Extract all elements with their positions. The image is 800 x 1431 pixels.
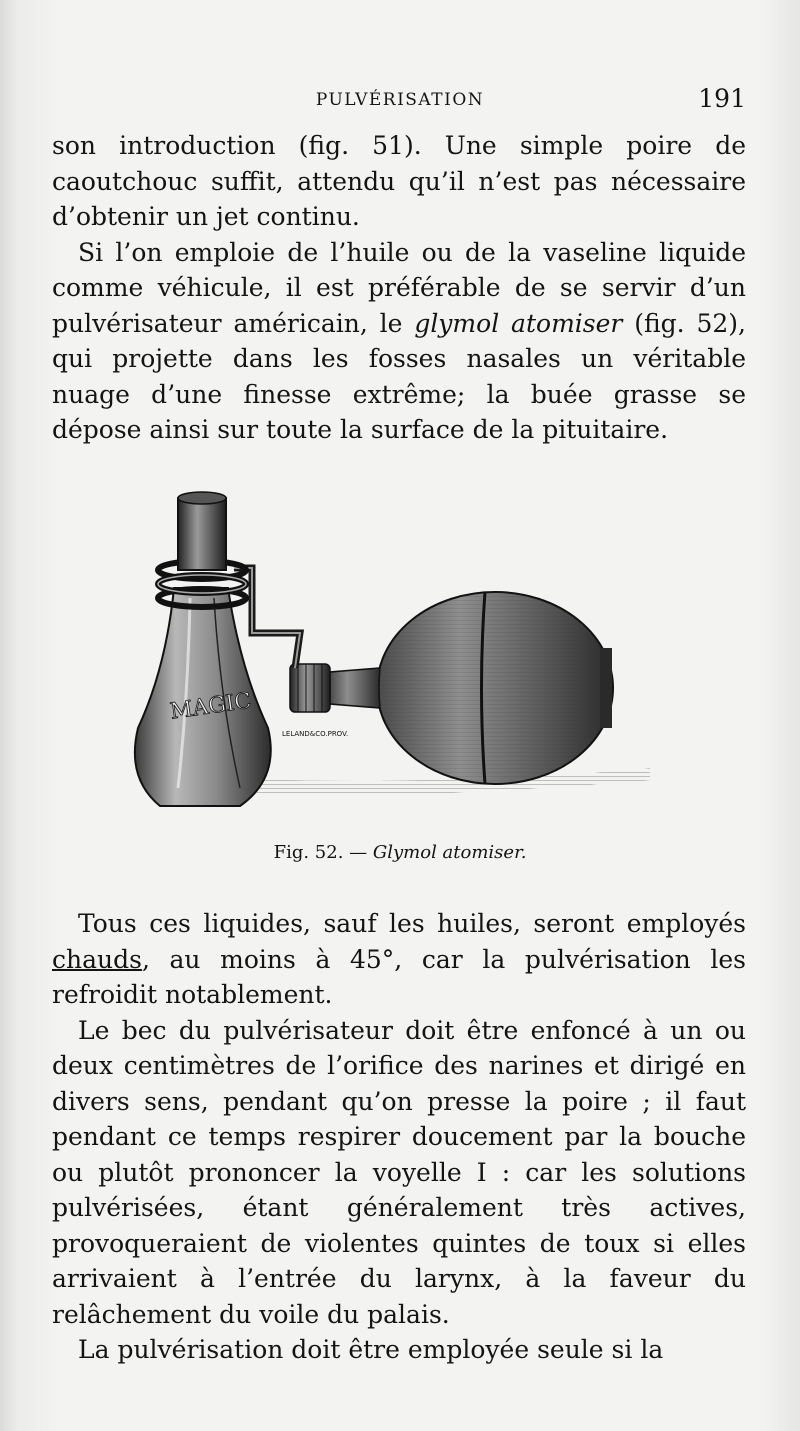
figure-caption	[0, 842, 800, 863]
page-number: 191	[698, 84, 746, 113]
running-head	[50, 84, 750, 114]
paragraph-1: son introduction (fig. 51). Une simple poire de caoutchouc suffit, attendu qu’il n’est pas nécessaire d’obtenir un jet continu.	[52, 131, 746, 231]
text-block-top	[52, 128, 746, 448]
text-block-bottom	[52, 906, 746, 1368]
paragraph-3	[52, 906, 746, 1013]
glymol-atomiser-term: glymol atomiser	[414, 308, 623, 338]
caption-prefix: Fig. 52. —	[273, 842, 373, 863]
paragraph-5: La pulvérisation doit être employée seule si la	[78, 1335, 664, 1364]
paragraph-2-start: Si l’on emploie de l’huile ou de la vaseline liquide comme véhicule, il est préférable de se servir d’un pulvérisateur américain, le	[52, 237, 746, 338]
paragraph-2-end: (fig. 52), qui projette dans les fosses nasales un véritable nuage d’une finesse extrême; la buée grasse se dépose ainsi sur toute la surface de la pituitaire.	[52, 308, 746, 444]
chauds-underlined: chauds	[52, 944, 142, 974]
running-title: PULVÉRISATION	[315, 90, 485, 110]
paragraph-3-start: Tous ces liquides, sauf les huiles, seront employés	[78, 909, 746, 938]
paragraph-3-end: , au moins à 45°, car la pulvérisation les refroidit notablement.	[52, 944, 746, 1009]
paragraph-4: Le bec du pulvérisateur doit être enfoncé à un ou deux centimètres de l’orifice des narines et dirigé en divers sens, pendant qu’on presse la poire ; il faut pendant ce temps respirer doucement par la bouche ou plutôt prononcer la voyelle I : car les solutions pulvérisées, étant généralement très actives, provoqueraient de violentes quintes de toux si elles arrivaient à l’entrée du larynx, à la faveur du relâchement du voile du palais.	[52, 1015, 746, 1329]
caption-title: Glymol atomiser.	[372, 842, 527, 863]
paragraph-2	[52, 235, 746, 448]
maker-stamp: LELAND&CO.PROV.	[282, 730, 349, 738]
bottle-label: MAGIC	[168, 688, 253, 725]
glymol-atomiser-illustration	[130, 488, 650, 818]
